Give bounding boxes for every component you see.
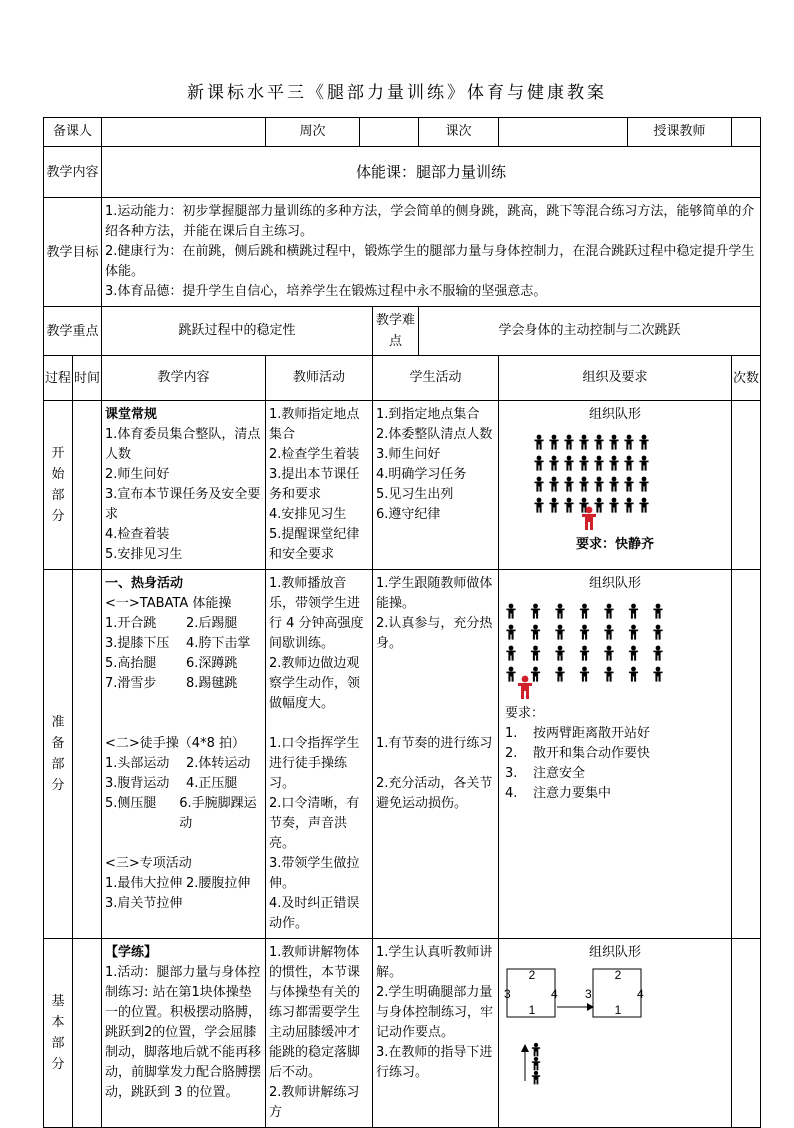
student-figure-icon (624, 456, 633, 471)
list-item: 4.明确学习任务 (376, 467, 467, 482)
list-item-text: 4.胯下击掌 (186, 636, 251, 651)
student-figure-icon (531, 646, 540, 661)
mat-label: 4 (637, 987, 644, 1001)
student-figure-icon (604, 646, 613, 661)
student-figure-icon (653, 625, 662, 640)
start-section-label: 开始部分 (44, 401, 73, 570)
prep-value (102, 118, 266, 147)
student-figure-icon (534, 477, 543, 492)
list-item-text: 4.正压腿 (186, 776, 238, 791)
student-figure-icon (653, 646, 662, 661)
basic-count (732, 939, 761, 1128)
list-item (105, 894, 262, 914)
list-item-text: 6.深蹲跳 (186, 656, 238, 671)
student-figure-icon (534, 498, 543, 513)
start-teacher (266, 401, 373, 570)
col-student: 学生活动 (373, 356, 499, 401)
list-item: 2.口令清晰，有节奏，声音洪亮。 (269, 796, 360, 851)
col-content: 教学内容 (102, 356, 266, 401)
key-label-text: 教学重点 (46, 323, 99, 339)
list-item: 2.体委整队清点人数 (376, 427, 493, 442)
student-figure-icon (609, 477, 618, 492)
list-item: 3.在教师的指导下进行练习。 (376, 1045, 493, 1080)
prep-org-title: 组织队形 (589, 576, 642, 591)
student-formation (534, 435, 648, 513)
start-time (73, 401, 102, 570)
student-figure-icon (555, 625, 564, 640)
list-item: 3.师生问好 (376, 447, 441, 462)
prep-requirement-list (505, 724, 725, 804)
content-label-text: 教学内容 (46, 164, 99, 180)
start-student (373, 401, 499, 570)
list-item: 5.见习生出列 (376, 487, 454, 502)
list-item: 2.检查学生着装 (269, 447, 360, 462)
mat-label: 3 (504, 987, 511, 1001)
header-row (44, 118, 761, 147)
student-figure-icon (564, 456, 573, 471)
teacher-value (732, 118, 761, 147)
list-item: 1.到指定地点集合 (376, 407, 480, 422)
list-item: 3.带领学生做拉伸。 (269, 856, 360, 891)
freehand-title: <二>徒手操（4*8 拍） (105, 736, 245, 751)
prep-label: 备课人 (44, 118, 102, 147)
start-section-row (44, 401, 761, 570)
requirement-number: 2. (505, 746, 518, 761)
list-item-text: 3.提膝下压 (105, 636, 170, 651)
student-figure-icon (531, 604, 540, 619)
student-figure-icon (653, 667, 662, 682)
student-figure-icon (506, 667, 515, 682)
basic-org (499, 939, 732, 1128)
list-item: 2.学生明确腿部力量与身体控制练习，牢记动作要点。 (376, 985, 494, 1040)
list-item: 2.教师讲解练习方 (269, 1085, 360, 1120)
list-item (105, 674, 262, 694)
goals-list (102, 198, 761, 307)
goals-label (44, 198, 102, 307)
list-item: 1.学生跟随教师做体能操。 (376, 576, 493, 611)
col-count: 次数 (732, 356, 761, 401)
goals-label-text: 教学目标 (46, 244, 99, 260)
student-figure-icon (624, 477, 633, 492)
mat-label: 2 (614, 968, 622, 982)
student-figure-icon (609, 498, 618, 513)
list-item (105, 614, 262, 634)
special-title: <三>专项活动 (105, 856, 192, 871)
list-item (105, 794, 262, 834)
list-item: 3.宣布本节课任务及安全要求 (105, 487, 261, 522)
list-item: 6.遵守纪律 (376, 507, 441, 522)
student-figure-icon (534, 435, 543, 450)
student-figure-icon (506, 625, 515, 640)
start-content-title: 课堂常规 (105, 407, 158, 422)
freehand-list (105, 754, 262, 834)
list-item-text: 1.开合跳 (105, 616, 157, 631)
student-figure-icon (532, 1071, 540, 1085)
list-item-text: 3.腹背运动 (105, 776, 170, 791)
special-list (105, 874, 262, 914)
arrow-up-icon-head (521, 1044, 529, 1052)
student-figure-icon (639, 477, 648, 492)
student-figure-icon (532, 1057, 540, 1071)
list-item: 5.安排见习生 (105, 547, 183, 562)
col-time: 时间 (73, 356, 102, 401)
student-figure-icon (594, 498, 603, 513)
start-org (499, 401, 732, 570)
difficulty-label (373, 307, 419, 356)
student-figure-icon (534, 456, 543, 471)
student-figure-icon (555, 667, 564, 682)
student-figure-icon (604, 604, 613, 619)
prep-requirement-label: 要求： (505, 706, 545, 721)
list-item: 4.及时纠正错误动作。 (269, 896, 360, 931)
teacher-figure-icon (518, 676, 532, 699)
requirement-number: 3. (505, 766, 518, 781)
list-item-text: 3.肩关节拉伸 (105, 896, 183, 911)
student-figure-icon (531, 667, 540, 682)
list-item: 1.体育委员集合整队，清点人数 (105, 427, 261, 462)
list-item (105, 754, 262, 774)
basic-org-title: 组织队形 (589, 945, 642, 960)
requirement-item (505, 724, 725, 744)
list-item (105, 774, 262, 794)
student-figure-icon (555, 646, 564, 661)
list-item (105, 874, 262, 894)
student-figure-icon (579, 477, 588, 492)
student-figure-icon (531, 625, 540, 640)
student-figure-icon (629, 625, 638, 640)
content-row (44, 147, 761, 198)
requirement-number: 4. (505, 786, 518, 801)
student-figure-icon (624, 498, 633, 513)
page-title: 新课标水平三《腿部力量训练》体育与健康教案 (187, 83, 607, 103)
list-item-text: 5.侧压腿 (105, 796, 157, 811)
mat-label: 1 (528, 1003, 536, 1017)
student-figure-icon (532, 1043, 540, 1057)
teacher-label: 授课教师 (628, 118, 732, 147)
prep-teacher (266, 570, 373, 939)
mat-label: 1 (614, 1003, 622, 1017)
start-org-title: 组织队形 (589, 407, 642, 422)
requirement-text: 注意安全 (533, 766, 586, 781)
lesson-plan-table (43, 117, 761, 1128)
student-figure-icon (580, 604, 589, 619)
list-item: 1.有节奏的进行练习 (376, 736, 493, 751)
list-item-text: 1.头部运动 (105, 756, 170, 771)
student-figure-icon (564, 498, 573, 513)
student-figure-icon (604, 625, 613, 640)
column-header-row (44, 356, 761, 401)
list-item: 2.认真参与，充分热身。 (376, 616, 493, 651)
list-item-text: 2.后踢腿 (186, 616, 238, 631)
student-figure-icon (594, 477, 603, 492)
prep-org (499, 570, 732, 939)
teacher-figure-icon (582, 507, 596, 530)
learn-title: 【学练】 (105, 945, 158, 960)
student-figure-icon (506, 604, 515, 619)
student-figure-icon (639, 456, 648, 471)
list-item-text: 7.滑雪步 (105, 676, 157, 691)
student-figure-icon (609, 456, 618, 471)
tabata-list (105, 614, 262, 694)
warmup-title: 一、热身活动 (105, 576, 184, 591)
student-figure-icon (594, 435, 603, 450)
week-label: 周次 (266, 118, 360, 147)
student-figure-icon (629, 667, 638, 682)
student-figure-icon (549, 435, 558, 450)
prep-count (732, 570, 761, 939)
requirement-text: 按两臂距离散开站好 (533, 726, 651, 741)
prep-section-label: 准备部分 (44, 570, 73, 939)
student-figure-icon (564, 477, 573, 492)
list-item: 1.口令指挥学生进行徒手操练习。 (269, 736, 360, 791)
student-figure-icon (609, 435, 618, 450)
mat-label: 2 (528, 968, 536, 982)
list-item: 3.提出本节课任务和要求 (269, 467, 360, 502)
student-figure-icon (639, 435, 648, 450)
prep-student (373, 570, 499, 939)
mat-label: 4 (551, 987, 558, 1001)
student-figure-icon (580, 646, 589, 661)
list-item: 1.学生认真听教师讲解。 (376, 945, 493, 980)
list-item (105, 654, 262, 674)
list-item-text: 2.体转运动 (186, 756, 251, 771)
requirement-item (505, 744, 725, 764)
col-process: 过程 (44, 356, 73, 401)
goal-item: 1.运动能力：初步掌握腿部力量训练的多种方法，学会简单的侧身跳，跳高，跳下等混合练习方法，能够简单的介绍各种方法，并能在课后自主练习。 (105, 204, 755, 239)
list-item: 2.充分活动，各关节避免运动损伤。 (376, 776, 493, 811)
student-figure-icon (629, 604, 638, 619)
difficulty-value: 学会身体的主动控制与二次跳跃 (419, 307, 761, 356)
student-figure-icon (580, 667, 589, 682)
student-figure-icon (629, 646, 638, 661)
basic-teacher (266, 939, 373, 1128)
student-figure-icon (549, 456, 558, 471)
basic-student (373, 939, 499, 1128)
list-item-text: 6.手腕脚踝运动 (179, 796, 257, 831)
student-figure-icon (506, 646, 515, 661)
student-figure-icon (549, 498, 558, 513)
requirement-text: 注意力要集中 (533, 786, 612, 801)
basic-time (73, 939, 102, 1128)
prep-formation-diagram (505, 594, 685, 704)
basic-section-row (44, 939, 761, 1128)
start-formation-diagram (499, 425, 679, 535)
requirement-item (505, 784, 725, 804)
list-item: 1.教师指定地点集合 (269, 407, 360, 442)
student-figure-icon (549, 477, 558, 492)
col-teacher: 教师活动 (266, 356, 373, 401)
mat-label: 3 (585, 987, 592, 1001)
student-figure-icon (555, 604, 564, 619)
goals-row (44, 198, 761, 307)
basic-content (102, 939, 266, 1128)
lesson-label: 课次 (419, 118, 499, 147)
basic-section-label: 基本部分 (44, 939, 73, 1128)
list-item-text: 1.最伟大拉伸 (105, 876, 183, 891)
requirement-number: 1. (505, 726, 518, 741)
student-figure-icon (639, 498, 648, 513)
student-figure-icon (579, 456, 588, 471)
lesson-value (499, 118, 628, 147)
list-item: 1.教师讲解物体的惯性，本节课与体操垫有关的练习都需要学生主动屈膝缓冲才能跳的稳定落脚后不动。 (269, 945, 361, 1080)
week-value (360, 118, 419, 147)
student-formation (506, 604, 662, 682)
list-item: 2.教师边做边观察学生动作，领做幅度大。 (269, 656, 361, 711)
goal-item: 3.体育品德：提升学生自信心，培养学生在锻炼过程中永不服输的坚强意志。 (105, 284, 547, 299)
content-value: 体能课：腿部力量训练 (102, 147, 761, 198)
list-item: 1.教师播放音乐，带领学生进行 4 分钟高强度间歇训练。 (269, 576, 364, 651)
list-item-text: 8.踢毽跳 (186, 676, 238, 691)
content-label (44, 147, 102, 198)
start-count (732, 401, 761, 570)
student-figure-icon (580, 625, 589, 640)
difficulty-label-text: 教学难点 (376, 313, 416, 349)
list-item: 5.提醒课堂纪律和安全要求 (269, 527, 360, 562)
key-value: 跳跃过程中的稳定性 (102, 307, 373, 356)
learn-text: 1.活动：腿部力量与身体控制练习: 站在第1块体操垫一的位置。积极摆动胳膊，跳跃到2的位置，学会屈膝制动，脚落地后就不能再移动，前脚掌发力配合胳膊摆动，跳跃到 3 的位置。 (105, 965, 262, 1100)
student-figure-icon (624, 435, 633, 450)
requirement-item (505, 764, 725, 784)
mat-diagram (499, 963, 679, 1087)
student-figure-icon (604, 667, 613, 682)
list-item (105, 634, 262, 654)
list-item-text: 2.腰腹拉伸 (186, 876, 251, 891)
key-label (44, 307, 102, 356)
start-content (102, 401, 266, 570)
start-requirement: 要求：快静齐 (576, 537, 655, 552)
student-queue (532, 1043, 540, 1085)
student-figure-icon (653, 604, 662, 619)
prep-time (73, 570, 102, 939)
list-item: 4.检查着装 (105, 527, 170, 542)
student-figure-icon (564, 435, 573, 450)
list-item: 2.师生问好 (105, 467, 170, 482)
prep-content (102, 570, 266, 939)
col-org: 组织及要求 (499, 356, 732, 401)
prep-section-row (44, 570, 761, 939)
key-points-row (44, 307, 761, 356)
list-item: 4.安排见习生 (269, 507, 347, 522)
requirement-text: 散开和集合动作要快 (533, 746, 651, 761)
goal-item: 2.健康行为：在前跳，侧后跳和横跳过程中，锻炼学生的腿部力量与身体控制力，在混合跳跃过程中稳定提升学生体能。 (105, 244, 755, 279)
student-figure-icon (579, 435, 588, 450)
list-item-text: 5.高抬腿 (105, 656, 157, 671)
tabata-title: <一>TABATA 体能操 (105, 596, 232, 611)
student-figure-icon (594, 456, 603, 471)
